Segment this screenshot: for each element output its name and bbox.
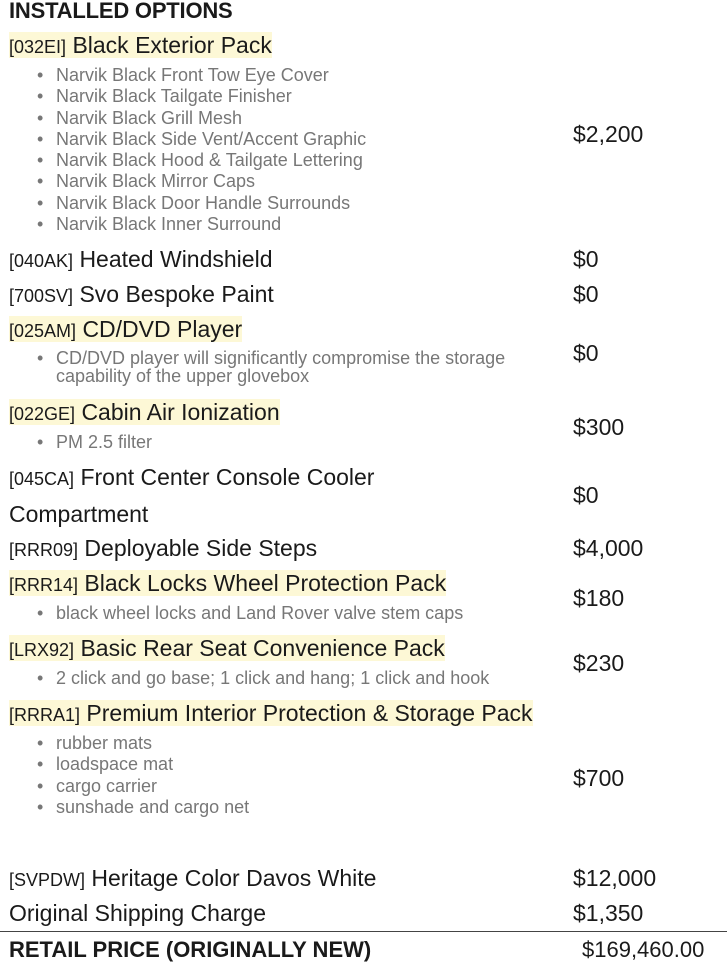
detail-item: • Narvik Black Grill Mesh (37, 108, 569, 129)
option-price: $0 (573, 281, 599, 307)
option-name: Heated Windshield (79, 246, 273, 272)
option-details (37, 733, 539, 818)
option-row-cd-dvd-player (9, 312, 727, 385)
detail-item: • cargo carrier (37, 776, 539, 797)
option-name: Basic Rear Seat Convenience Pack (80, 635, 445, 661)
option-title (9, 28, 569, 65)
option-price: $700 (573, 765, 625, 791)
detail-item: • Narvik Black Mirror Caps (37, 171, 569, 192)
detail-item: • black wheel locks and Land Rover valve stem caps (37, 603, 569, 624)
option-name: Cabin Air Ionization (81, 399, 280, 425)
option-title (9, 566, 569, 603)
detail-item: • sunshade and cargo net (37, 797, 539, 818)
option-title (9, 242, 569, 279)
option-name: Svo Bespoke Paint (79, 281, 274, 307)
option-name: Black Locks Wheel Protection Pack (84, 570, 447, 596)
option-price: $0 (573, 340, 599, 366)
detail-item: • Narvik Black Hood & Tailgate Lettering (37, 150, 569, 171)
option-row-front-center-console-cooler (9, 460, 727, 532)
option-details (37, 668, 569, 689)
detail-item: • Narvik Black Side Vent/Accent Graphic (37, 129, 569, 150)
option-title (9, 696, 539, 733)
option-title (9, 531, 569, 568)
option-code: [LRX92] (9, 640, 75, 660)
detail-item: • rubber mats (37, 733, 539, 754)
option-code: [RRR09] (9, 540, 79, 560)
option-name: Premium Interior Protection & Storage Pack (86, 700, 533, 726)
detail-item: • Narvik Black Front Tow Eye Cover (37, 65, 569, 86)
option-row-svo-bespoke-paint (9, 277, 727, 314)
option-price: $1,350 (573, 900, 644, 926)
option-details (37, 603, 569, 624)
detail-item: • Narvik Black Tailgate Finisher (37, 86, 569, 107)
option-price: $0 (573, 246, 599, 272)
option-name: Black Exterior Pack (72, 32, 272, 58)
option-title (9, 312, 569, 349)
detail-item: • Narvik Black Door Handle Surrounds (37, 193, 569, 214)
option-code: [RRR14] (9, 575, 79, 595)
option-price: $4,000 (573, 535, 644, 561)
detail-item: • PM 2.5 filter (37, 432, 569, 453)
option-name: Original Shipping Charge (9, 900, 266, 926)
option-title (9, 896, 569, 931)
option-price: $12,000 (573, 865, 657, 891)
option-title (9, 631, 569, 668)
detail-item: • loadspace mat (37, 754, 539, 775)
option-title (9, 861, 569, 898)
option-title (9, 395, 569, 432)
option-price: $0 (573, 482, 599, 508)
detail-item: • 2 click and go base; 1 click and hang; 1 click and hook (37, 668, 569, 689)
detail-item: • CD/DVD player will significantly compromise the storage capability of the upper glovebox (37, 349, 569, 385)
option-details (37, 349, 569, 385)
detail-item: • Narvik Black Inner Surround (37, 214, 569, 235)
option-details (37, 432, 569, 453)
retail-price-label: RETAIL PRICE (ORIGINALLY NEW) (9, 937, 372, 962)
option-row-premium-interior-protection (9, 696, 727, 818)
option-title (9, 460, 439, 532)
retail-price-value: $169,460.00 (582, 937, 705, 962)
option-code: [045CA] (9, 469, 75, 489)
option-title (9, 277, 569, 314)
option-name: Deployable Side Steps (84, 535, 318, 561)
option-price: $180 (573, 585, 625, 611)
option-price: $300 (573, 414, 625, 440)
option-code: [025AM] (9, 321, 77, 341)
option-name: Heritage Color Davos White (91, 865, 377, 891)
option-name: CD/DVD Player (82, 316, 243, 342)
option-price: $2,200 (573, 121, 644, 147)
total-divider (0, 931, 727, 932)
option-code: [RRRA1] (9, 705, 81, 725)
option-name: Front Center Console Cooler Compartment (9, 464, 375, 527)
option-price: $230 (573, 650, 625, 676)
section-heading: INSTALLED OPTIONS (9, 0, 233, 23)
option-code: [700SV] (9, 286, 74, 306)
option-code: [SVPDW] (9, 870, 86, 890)
option-code: [040AK] (9, 251, 74, 271)
option-code: [022GE] (9, 404, 76, 424)
option-code: [032EI] (9, 37, 67, 57)
option-row-heated-windshield (9, 242, 727, 279)
option-details (37, 65, 569, 235)
